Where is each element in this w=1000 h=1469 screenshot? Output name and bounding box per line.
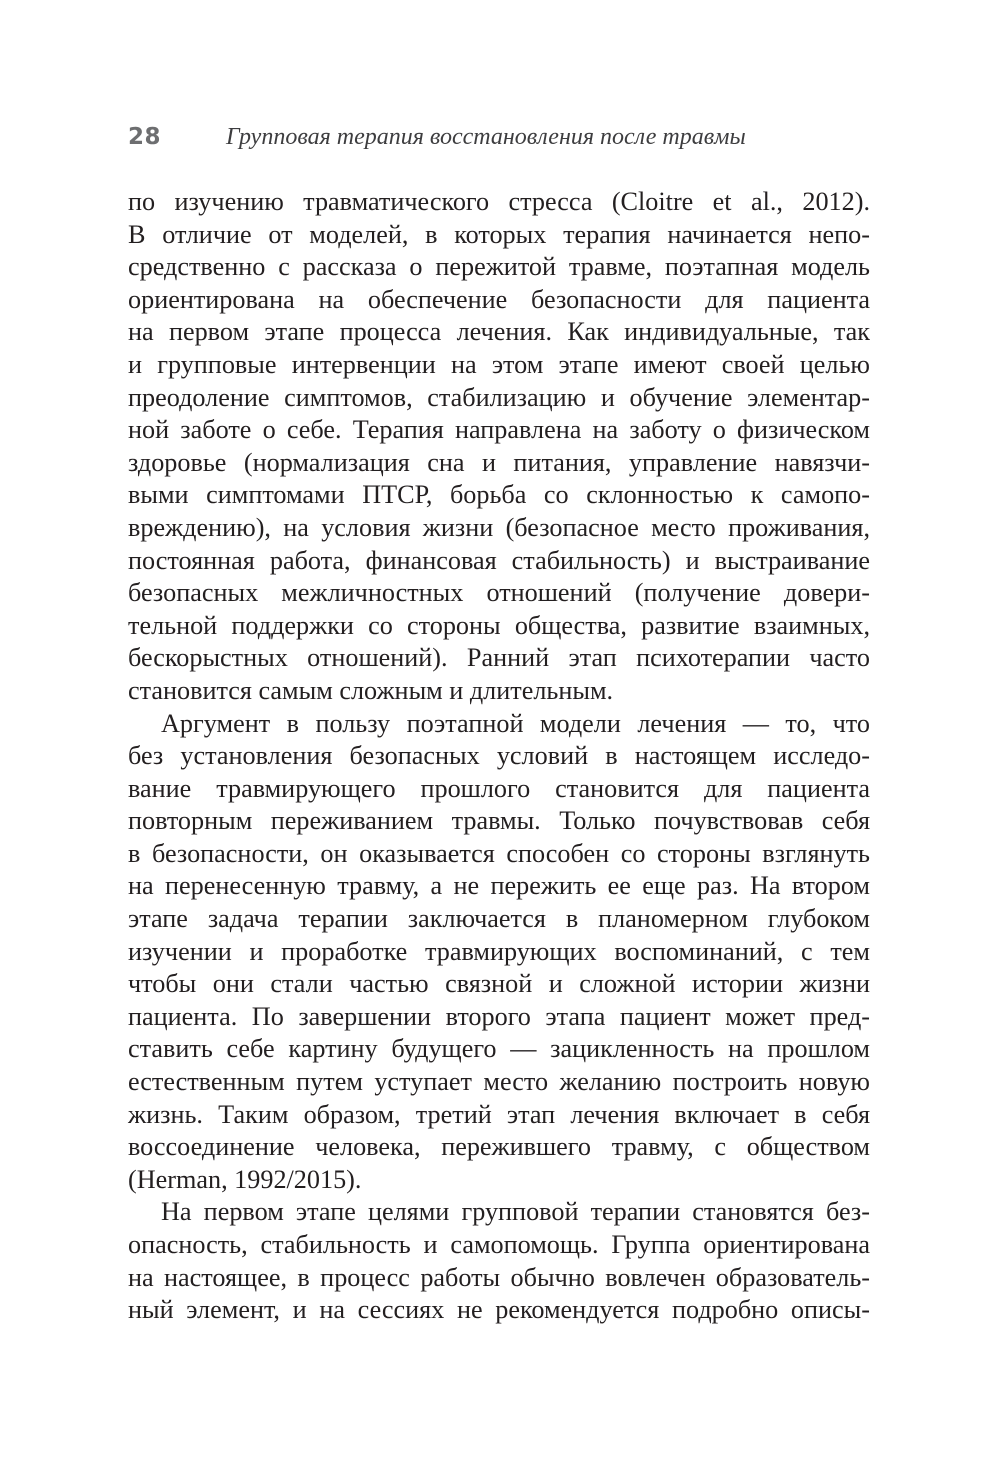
text-line: повторным переживанием травмы. Только почувствовав себя [128, 806, 870, 836]
text-line: ставить себе картину будущего — зацикленность на прошлом [128, 1034, 870, 1064]
text-line: и групповые интервенции на этом этапе имеют своей целью [128, 349, 870, 379]
text-line: пациента. По завершении второго этапа пациент может пред- [128, 1001, 870, 1031]
text-line: жизнь. Таким образом, третий этап лечения включает в себя [128, 1099, 870, 1129]
text-line: этапе задача терапии заключается в планомерном глубоком [128, 904, 870, 934]
text-line: преодоление симптомов, стабилизацию и обучение элементар- [128, 382, 870, 412]
text-line: постоянная работа, финансовая стабильность) и выстраивание [128, 545, 870, 575]
text-line: изучении и проработке травмирующих воспоминаний, с тем [128, 936, 870, 966]
text-line: (Herman, 1992/2015). [128, 1164, 362, 1194]
text-line: опасность, стабильность и самопомощь. Группа ориентирована [128, 1230, 870, 1259]
text-line: на первом этапе процесса лечения. Как индивидуальные, так [128, 317, 870, 347]
text-line: тельной поддержки со стороны общества, развитие взаимных, [128, 610, 870, 640]
text-line: вание травмирующего прошлого становится для пациента [128, 773, 870, 803]
text-line: здоровье (нормализация сна и питания, управление навязчи- [128, 447, 870, 477]
text-line: средственно с рассказа о пережитой травме, поэтапная модель [128, 252, 870, 282]
text-line: на перенесенную травму, а не пережить ее еще раз. На втором [128, 871, 870, 901]
text-line: На первом этапе целями групповой терапии становятся без- [161, 1197, 870, 1227]
running-header [128, 124, 888, 160]
text-line: В отличие от моделей, в которых терапия начинается непо- [128, 219, 870, 249]
text-line: ный элемент, и на сессиях не рекомендуется подробно описы- [128, 1295, 870, 1325]
paragraph-3 [128, 1196, 870, 1326]
text-line: естественным путем уступает место желанию построить новую [128, 1067, 870, 1097]
text-line: воссоединение человека, пережившего травму, с обществом [128, 1132, 870, 1162]
running-title: Групповая терапия восстановления после травмы [226, 124, 746, 150]
body-text [128, 186, 870, 1327]
text-line: по изучению травматического стресса (Cloitre et al., 2012). [128, 187, 870, 216]
text-line: вреждению), на условия жизни (безопасное место проживания, [128, 512, 870, 542]
paragraph-1 [128, 186, 870, 708]
page-number: 28 [128, 124, 162, 150]
text-line: в безопасности, он оказывается способен со стороны взглянуть [128, 838, 870, 868]
text-line: Аргумент в пользу поэтапной модели лечения — то, что [161, 708, 870, 738]
text-line: выми симптомами ПТСР, борьба со склонностью к самопо- [128, 480, 870, 510]
text-line: чтобы они стали частью связной и сложной истории жизни [128, 969, 870, 999]
text-line: ориентирована на обеспечение безопасности для пациента [128, 284, 870, 314]
text-line: бескорыстных отношений). Ранний этап психотерапии часто [128, 643, 870, 673]
text-line: становится самым сложным и длительным. [128, 675, 614, 705]
text-line: ной заботе о себе. Терапия направлена на заботу о физическом [128, 415, 870, 445]
text-line: безопасных межличностных отношений (получение довери- [128, 578, 870, 608]
text-line: без установления безопасных условий в настоящем исследо- [128, 741, 870, 771]
text-line: на настоящее, в процесс работы обычно вовлечен образователь- [128, 1262, 870, 1292]
paragraph-2 [128, 708, 870, 1197]
